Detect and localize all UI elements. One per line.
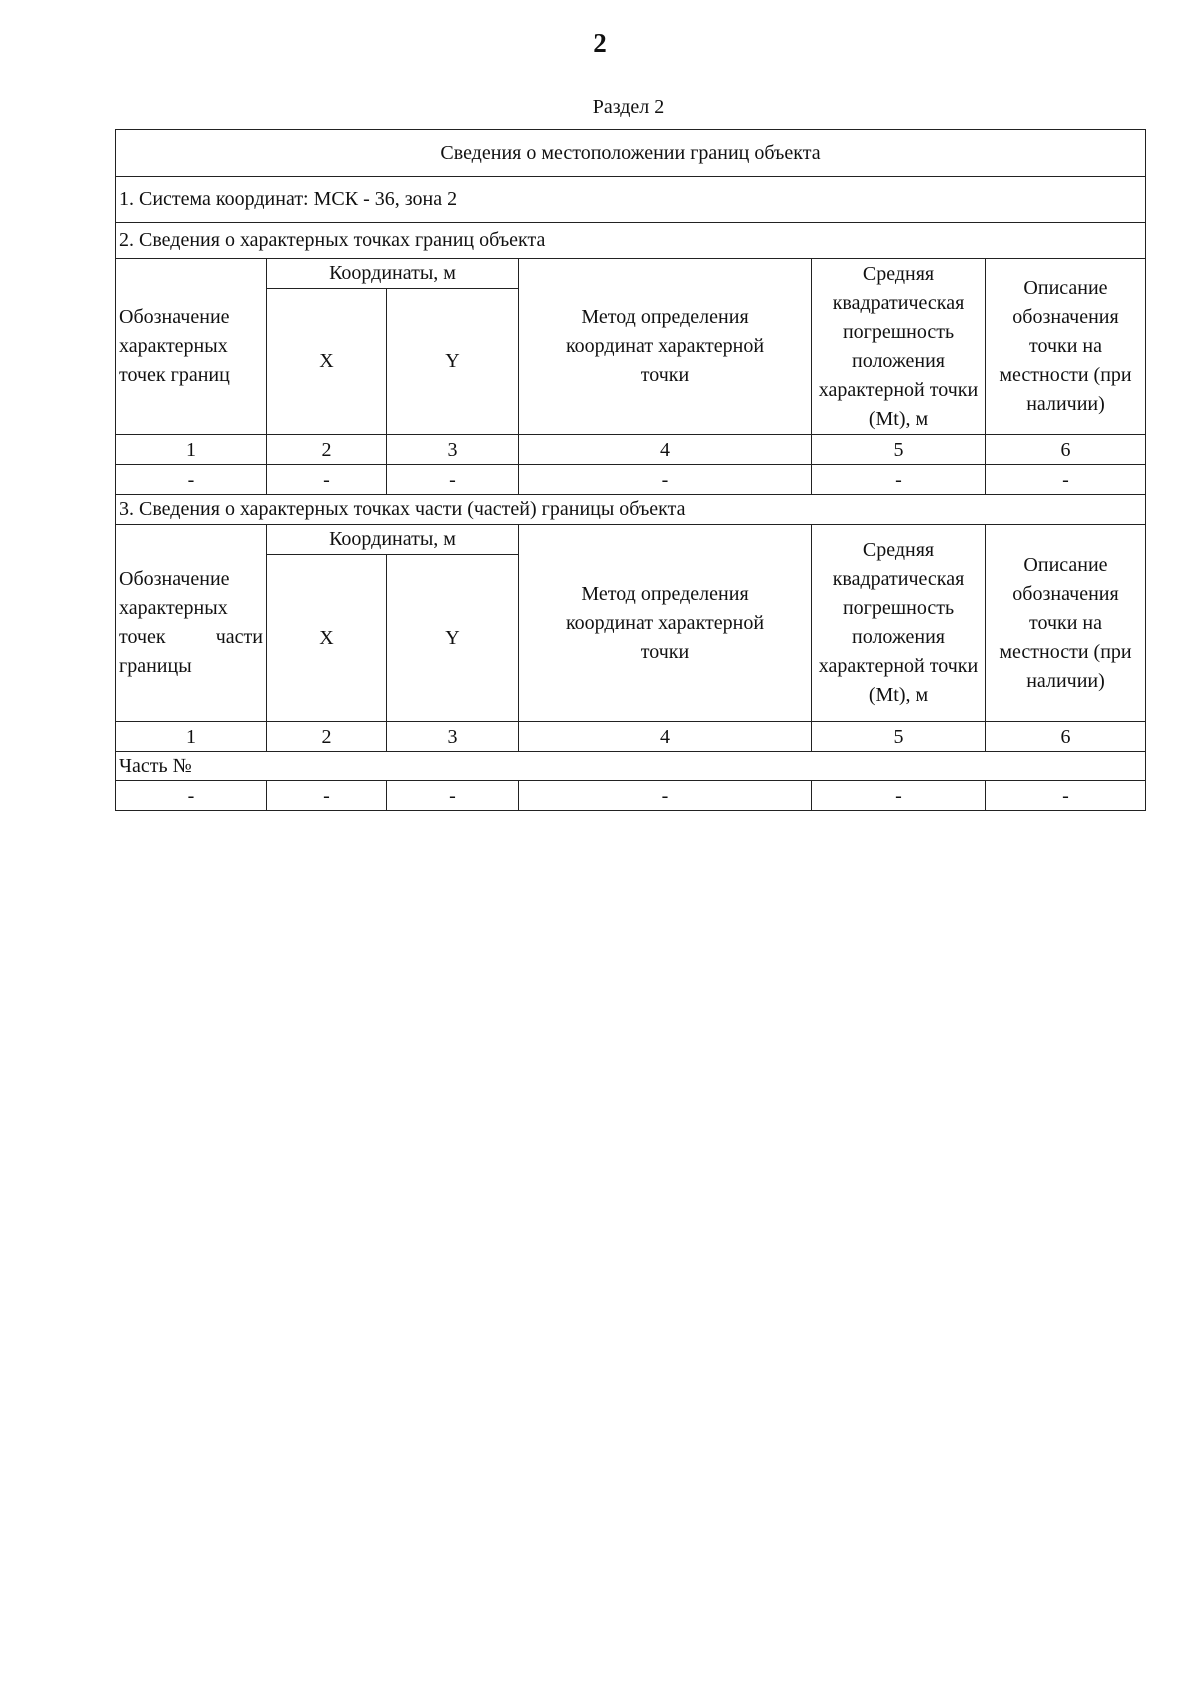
table-title: Сведения о местоположении границ объекта [116,130,1146,177]
column-number: 2 [267,435,387,465]
table-row [116,781,1146,811]
block2-header-designation: Обозначение характерных точек части границы [116,525,267,722]
table-cell: - [387,465,519,495]
block1-header-description: Описание обозначения точки на местности (при наличии) [986,259,1146,435]
block1-header-coordinates: Координаты, м [267,259,519,289]
block2-header-method: Метод определения координат характерной точки [519,525,812,722]
part-row [116,752,1146,781]
block2-title-row [116,495,1146,525]
coord-system: 1. Система координат: МСК - 36, зона 2 [116,177,1146,223]
block2-header-coordinates: Координаты, м [267,525,519,555]
block2-header-y: Y [387,555,519,722]
block1-header-error: Средняя квадратическая погрешность положения характерной точки (Mt), м [812,259,986,435]
table-row [116,465,1146,495]
table-cell: - [519,781,812,811]
column-number: 3 [387,722,519,752]
table-cell: - [267,781,387,811]
block1-title-row [116,223,1146,259]
column-number: 6 [986,435,1146,465]
column-number: 4 [519,435,812,465]
column-number: 3 [387,435,519,465]
table-cell: - [812,465,986,495]
table-cell: - [986,465,1146,495]
column-number: 6 [986,722,1146,752]
column-number: 1 [116,435,267,465]
block1-header-row [116,259,1146,289]
block1-title: 2. Сведения о характерных точках границ объекта [116,223,1146,259]
coord-system-row [116,177,1146,223]
page-number: 2 [593,28,607,58]
block1-header-designation: Обозначение характерных точек границ [116,259,267,435]
table-cell: - [267,465,387,495]
block1-header-method: Метод определения координат характерной точки [519,259,812,435]
column-number: 5 [812,435,986,465]
column-number: 1 [116,722,267,752]
table-title-row [116,130,1146,177]
column-number: 2 [267,722,387,752]
column-number: 5 [812,722,986,752]
part-label: Часть № [116,752,1146,781]
table-cell: - [812,781,986,811]
block1-header-x: X [267,289,387,435]
block2-column-numbers [116,722,1146,752]
table-cell: - [116,465,267,495]
block1-header-y: Y [387,289,519,435]
block2-title: 3. Сведения о характерных точках части (частей) границы объекта [116,495,1146,525]
table-cell: - [387,781,519,811]
table-cell: - [986,781,1146,811]
block2-header-row [116,525,1146,555]
section-title: Раздел 2 [592,96,665,118]
block2-header-description: Описание обозначения точки на местности (при наличии) [986,525,1146,722]
column-number: 4 [519,722,812,752]
table-cell: - [116,781,267,811]
block2-header-x: X [267,555,387,722]
block1-column-numbers [116,435,1146,465]
block2-header-error: Средняя квадратическая погрешность положения характерной точки (Mt), м [812,525,986,722]
boundaries-table [115,129,1146,811]
table-cell: - [519,465,812,495]
